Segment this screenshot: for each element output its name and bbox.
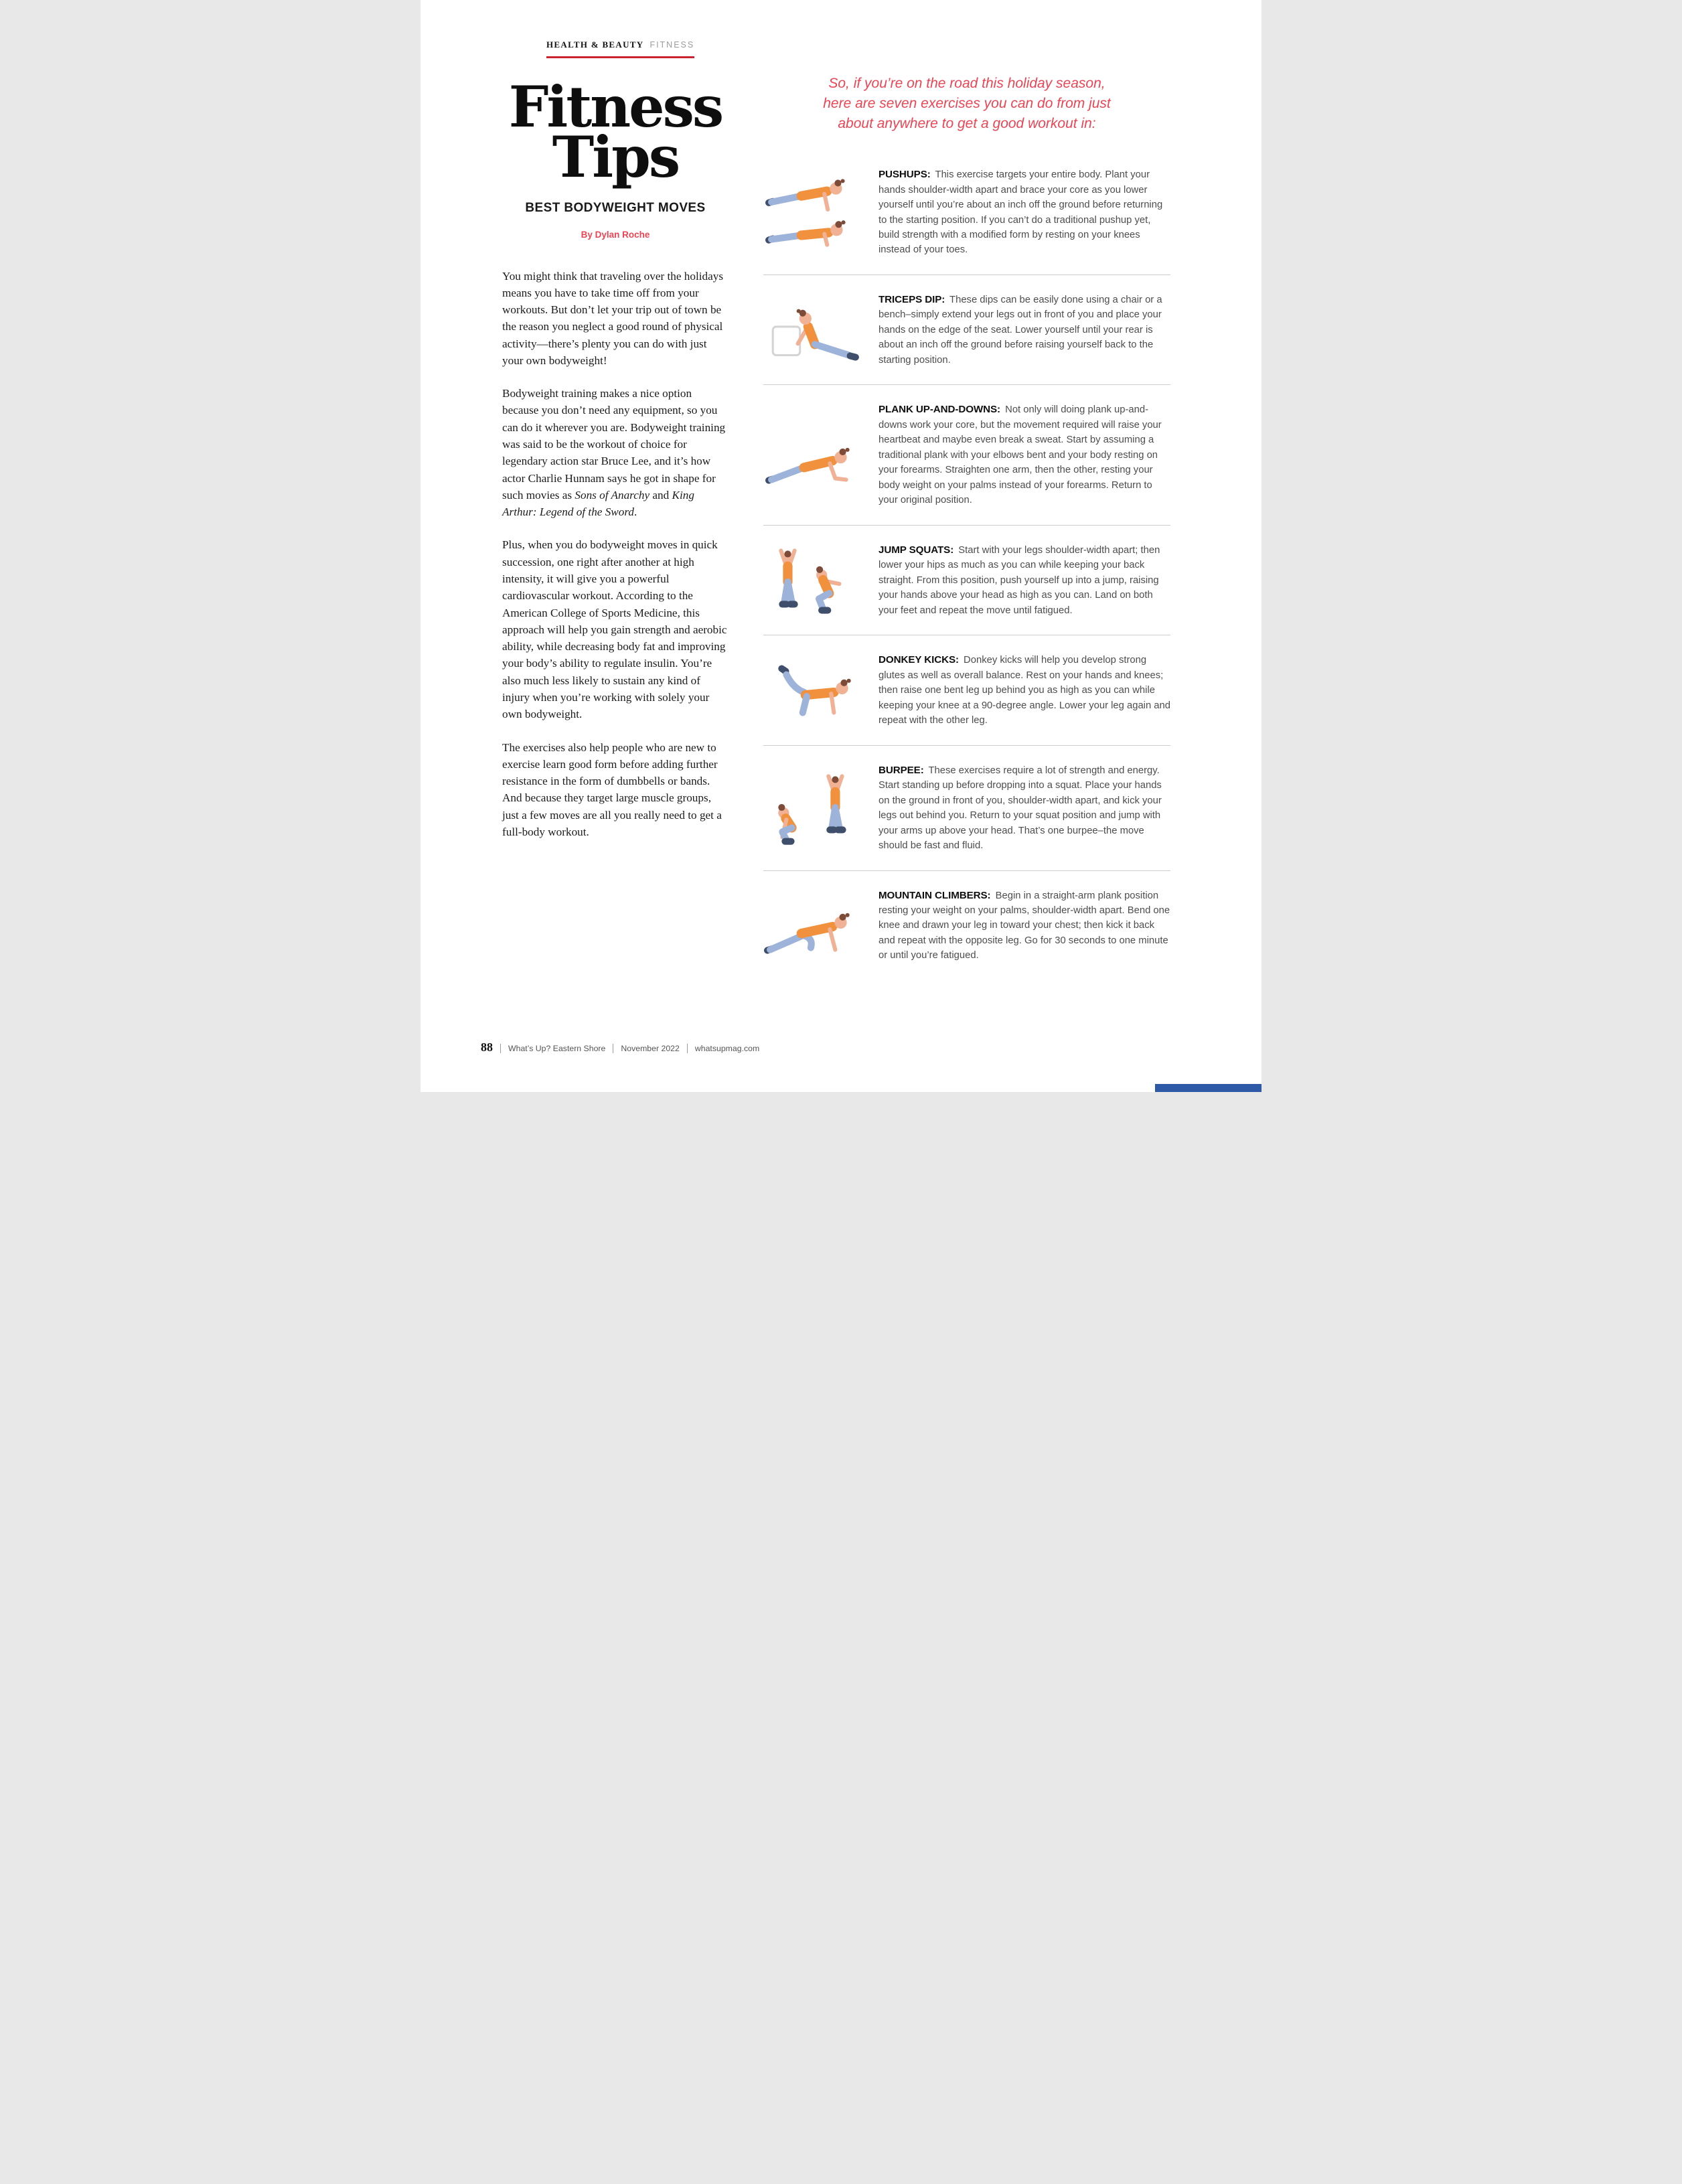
lead-paragraph: [763, 74, 1170, 134]
exercise-row: [763, 745, 1170, 870]
title-line-1: Fitness: [508, 74, 722, 140]
section-header: [546, 39, 694, 58]
magazine-page: [420, 0, 1262, 1092]
exercise-name: JUMP SQUATS:: [878, 544, 954, 556]
byline: By Dylan Roche: [581, 229, 650, 240]
article-paragraph: You might think that traveling over the holidays means you have to take time off from your workouts. But don’t let your trip out of town be the reason you neglect a good round of physical activity—there’s plenty you can do with just your own bodyweight!: [502, 269, 724, 367]
exercise-row: [763, 525, 1170, 635]
bottom-blue-bar: [1155, 1084, 1262, 1092]
exercise-row: [763, 384, 1170, 524]
jump-squats-illustration: [763, 542, 865, 617]
exercise-text: [878, 167, 1170, 258]
exercise-row: [763, 150, 1170, 275]
page-content: [420, 0, 1262, 980]
article-paragraph: Bodyweight training makes a nice option because you don’t need any equipment, so you can do it wherever you are. Bodyweight training was said to be the workout of choice for legendary action star Bruce Lee, and it’s how actor Charlie Hunnam says he got in shape for such movies as Sons of Anarchy and King Arthur: Legend of the Sword.: [502, 387, 726, 519]
exercise-name: DONKEY KICKS:: [878, 654, 959, 666]
exercise-name: TRICEPS DIP:: [878, 293, 945, 305]
burpee-illustration: [763, 771, 865, 846]
page-number: 88: [481, 1040, 493, 1054]
exercise-text: [878, 763, 1170, 854]
lead-line-1: So, if you’re on the road this holiday season,: [828, 76, 1105, 91]
section-sublabel: FITNESS: [649, 40, 695, 50]
page-footer: [481, 1040, 759, 1055]
exercise-list: [763, 150, 1170, 980]
triceps-dip-illustration: [763, 293, 865, 368]
right-column: [763, 39, 1170, 980]
lead-line-3: about anywhere to get a good workout in:: [838, 116, 1096, 132]
exercise-text: [878, 542, 1170, 618]
exercise-name: MOUNTAIN CLIMBERS:: [878, 889, 991, 901]
exercise-name: BURPEE:: [878, 764, 924, 776]
section-label: HEALTH & BEAUTY: [546, 40, 644, 50]
exercise-description: Start with your legs shoulder-width apart; then lower your hips as much as you can while keeping your back straight. From this position, push yourself up into a jump, raising your hands above your head as high as you can. Land on both your feet and repeat the move until fatigued.: [878, 544, 1160, 616]
mountain-climbers-illustration: [763, 888, 865, 963]
title-line-2: Tips: [552, 123, 679, 190]
exercise-description: Begin in a straight-arm plank position resting your weight on your palms, shoulder-width apart. Bend one knee and drawn your leg in toward your chest; then kick it back and repeat with the opposite leg. Go for 30 seconds to one minute or until you’re fatigued.: [878, 890, 1170, 961]
footer-part: whatsupmag.com: [687, 1044, 759, 1053]
exercise-text: [878, 402, 1170, 508]
exercise-row: [763, 275, 1170, 384]
exercise-description: This exercise targets your entire body. Plant your hands shoulder-width apart and brace your core as you lower yourself until you’re about an inch off the ground before returning to the starting position. If you can’t do a traditional pushup yet, build strength with a modified form by resting on your knees instead of your toes.: [878, 169, 1163, 256]
left-column: [502, 39, 729, 980]
exercise-description: These dips can be easily done using a chair or a bench–simply extend your legs out in front of you and place your hands on the edge of the seat. Lower yourself until your rear is about an inch off the ground before raising yourself back to the starting position.: [878, 294, 1162, 366]
exercise-row: [763, 870, 1170, 980]
pushups-illustration: [763, 175, 865, 250]
article-paragraph: The exercises also help people who are new to exercise learn good form before adding further resistance in the form of dumbbells or bands. And because they target large muscle groups, just a few moves are all you really need to get a full-body workout.: [502, 740, 722, 838]
page-title: [502, 74, 729, 190]
exercise-row: [763, 635, 1170, 745]
exercise-name: PLANK UP-AND-DOWNS:: [878, 404, 1001, 416]
exercise-text: [878, 652, 1170, 728]
article-paragraphs: [502, 268, 729, 841]
footer-meta: [493, 1044, 759, 1053]
exercise-description: These exercises require a lot of strength and energy. Start standing up before dropping into a squat. Place your hands on the ground in front of you, shoulder-width apart, and kick your legs out behind you. Return to your squat position and jump with your arms up above your head. That’s one burpee–the move should be fast and fluid.: [878, 765, 1162, 852]
lead-line-2: here are seven exercises you can do from just: [823, 96, 1111, 112]
exercise-description: Not only will doing plank up-and-downs work your core, but the movement required will raise your heartbeat and maybe even break a sweat. Start by assuming a traditional plank with your elbows bent and your body resting on your forearms. Straighten one arm, then the other, resting your body weight on your palms instead of your forearms. Return to your original position.: [878, 404, 1162, 506]
plank-up-and-downs-illustration: [763, 418, 865, 493]
article-paragraph: Plus, when you do bodyweight moves in quick succession, one right after another at high intensity, it will give you a powerful cardiovascular workout. According to the American College of Sports Medicine, this approach will help you gain strength and aerobic ability, while decreasing body fat and improving your body’s ability to regulate insulin. You’re also much less likely to sustain any kind of injury when you’re working with solely your own bodyweight.: [502, 538, 727, 721]
donkey-kicks-illustration: [763, 653, 865, 728]
exercise-description: Donkey kicks will help you develop strong glutes as well as overall balance. Rest on your hands and knees; then raise one bent leg up behind you as high as you can while keeping your knee at a 90-degree angle. Lower your leg again and repeat with the other leg.: [878, 655, 1170, 726]
exercise-text: [878, 292, 1170, 368]
exercise-text: [878, 888, 1170, 963]
footer-part: What’s Up? Eastern Shore: [500, 1044, 605, 1053]
article-subtitle: BEST BODYWEIGHT MOVES: [525, 200, 706, 215]
footer-part: November 2022: [613, 1044, 680, 1053]
exercise-name: PUSHUPS:: [878, 169, 931, 181]
